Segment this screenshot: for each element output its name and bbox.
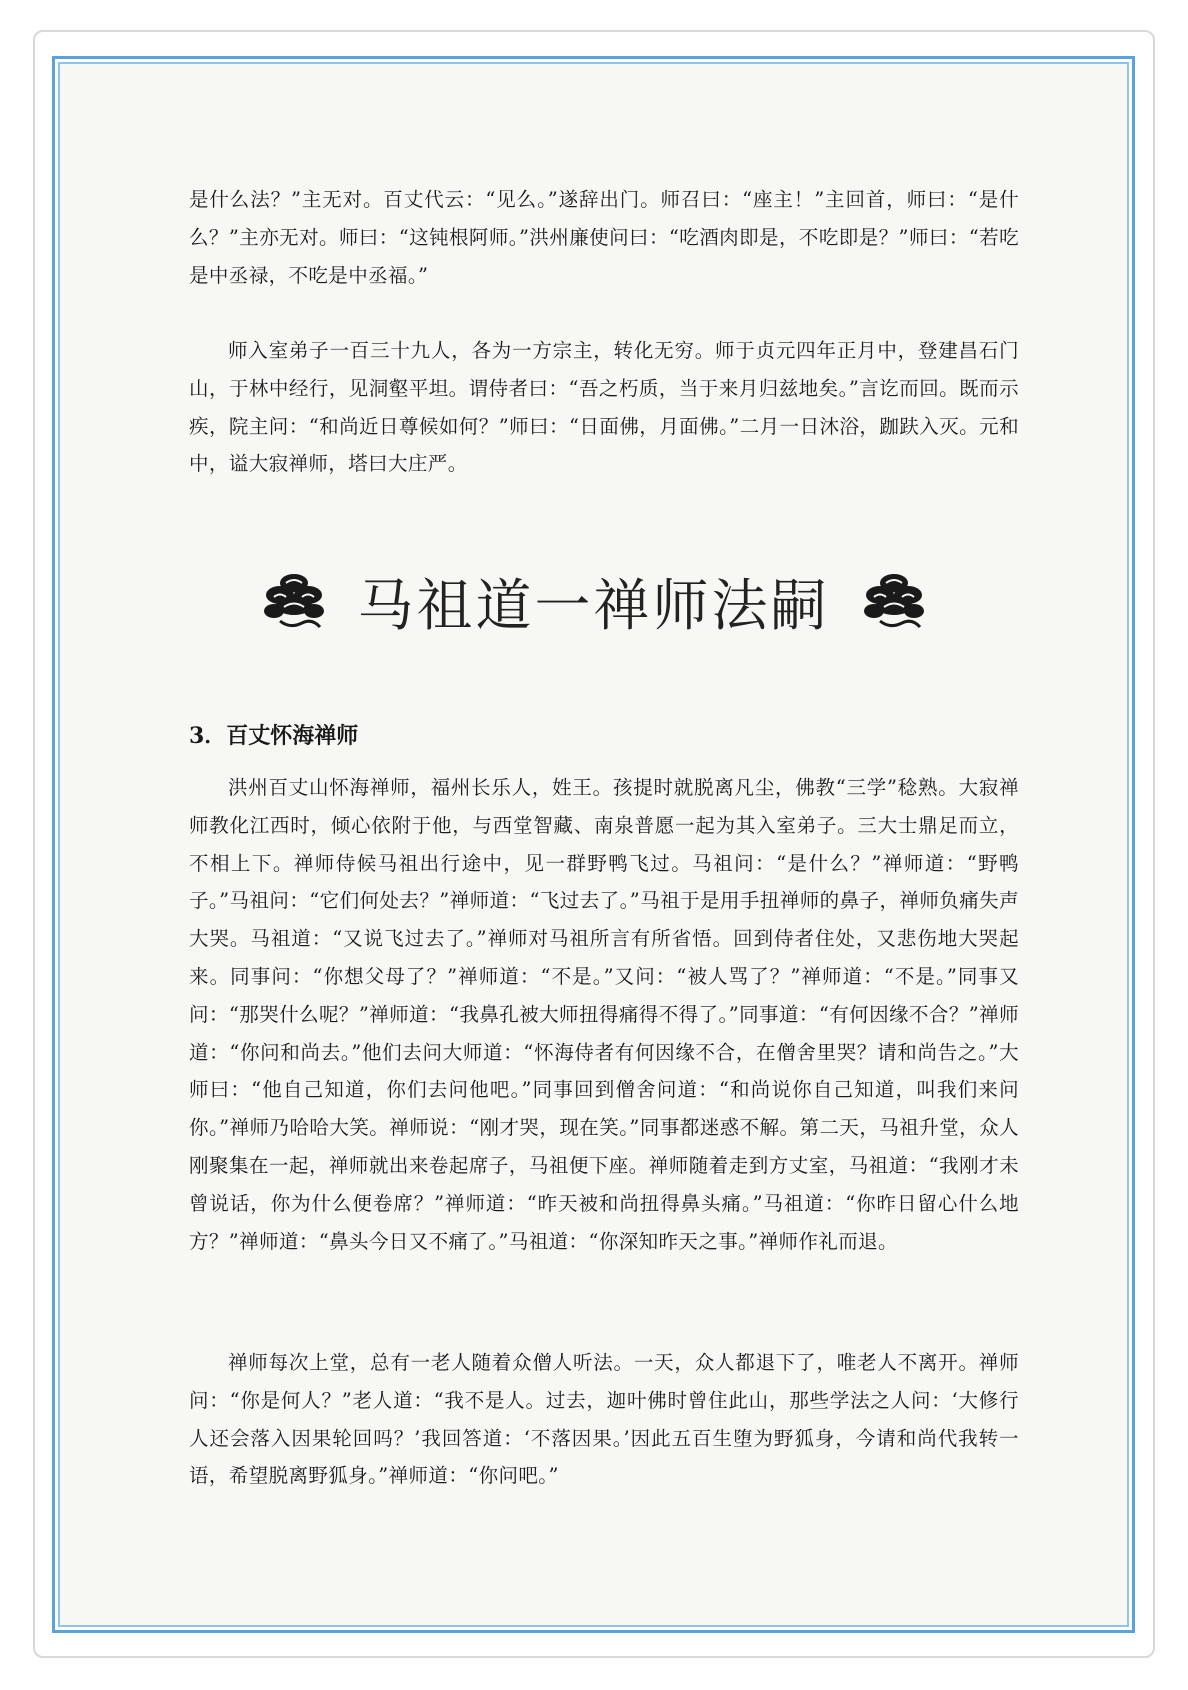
page-frame (52, 56, 1135, 1633)
paragraph-master-death: 师入室弟子一百三十九人，各为一方宗主，转化无穷。师于贞元四年正月中，登建昌石门山，于林中经行，见洞壑平坦。谓侍者曰：“吾之朽质，当于来月归兹地矣。”言讫而回。既而示疾，院主问：“和尚近日尊候如何？”师曰：“日面佛，月面佛。”二月一日沐浴，跏趺入灭。元和中，谥大寂禅师，塔曰大庄严。 (189, 339, 1019, 476)
cloud-ornament-icon (260, 567, 328, 637)
paragraph-baizhang-intro: 洪州百丈山怀海禅师，福州长乐人，姓王。孩提时就脱离凡尘，佛教“三学”稔熟。大寂禅师教化江西时，倾心依附于他，与西堂智藏、南泉普愿一起为其入室弟子。三大士鼎足而立，不相上下。禅师侍候马祖出行途中，见一群野鸭飞过。马祖问：“是什么？”禅师道：“野鸭子。”马祖问：“它们何处去？”禅师道：“飞过去了。”马祖于是用手扭禅师的鼻子，禅师负痛失声大哭。马祖道：“又说飞过去了。”禅师对马祖所言有所省悟。回到侍者住处，又悲伤地大哭起来。同事问：“你想父母了？”禅师道：“不是。”又问：“被人骂了？”禅师道：“不是。”同事又问：“那哭什么呢？”禅师道：“我鼻孔被大师扭得痛得不得了。”同事道：“有何因缘不合？”禅师道：“你问和尚去。”他们去问大师道：“怀海侍者有何因缘不合，在僧舍里哭？请和尚告之。”大师曰：“他自己知道，你们去问他吧。”同事回到僧舍问道：“和尚说你自己知道，叫我们来问你。”禅师乃哈哈大笑。禅师说：“刚才哭，现在笑。”同事都迷惑不解。第二天，马祖升堂，众人刚聚集在一起，禅师就出来卷起席子，马祖便下座。禅师随着走到方丈室，马祖道：“我刚才未曾说话，你为什么便卷席？”禅师道：“昨天被和尚扭得鼻头痛。”马祖道：“你昨日留心什么地方？”禅师道：“鼻头今日又不痛了。”马祖道：“你深知昨天之事。”禅师作礼而退。 (189, 776, 1019, 1253)
chapter-heading (55, 552, 1132, 652)
paragraph-continuation: 是什么法？”主无对。百丈代云：“见么。”遂辞出门。师召曰：“座主！”主回首，师曰：“是什么？”主亦无对。师曰：“这钝根阿师。”洪州廉使问曰：“吃酒肉即是，不吃即是？”师曰：“若吃是中丞禄，不吃是中丞福。” (189, 188, 1019, 287)
section-title: 3．百丈怀海禅师 (189, 723, 359, 749)
chapter-title: 马祖道一禅师法嗣 (357, 574, 830, 639)
cloud-ornament-icon (860, 567, 928, 637)
book-page (55, 59, 1132, 1630)
paragraph-old-man: 禅师每次上堂，总有一老人随着众僧人听法。一天，众人都退下了，唯老人不离开。禅师问：“你是何人？”老人道：“我不是人。过去，迦叶佛时曾住此山，那些学法之人问：‘大修行人还会落入因果轮回吗？’我回答道：‘不落因果。’因此五百生堕为野狐身，今请和尚代我转一语，希望脱离野狐身。”禅师道：“你问吧。” (189, 1351, 1019, 1488)
